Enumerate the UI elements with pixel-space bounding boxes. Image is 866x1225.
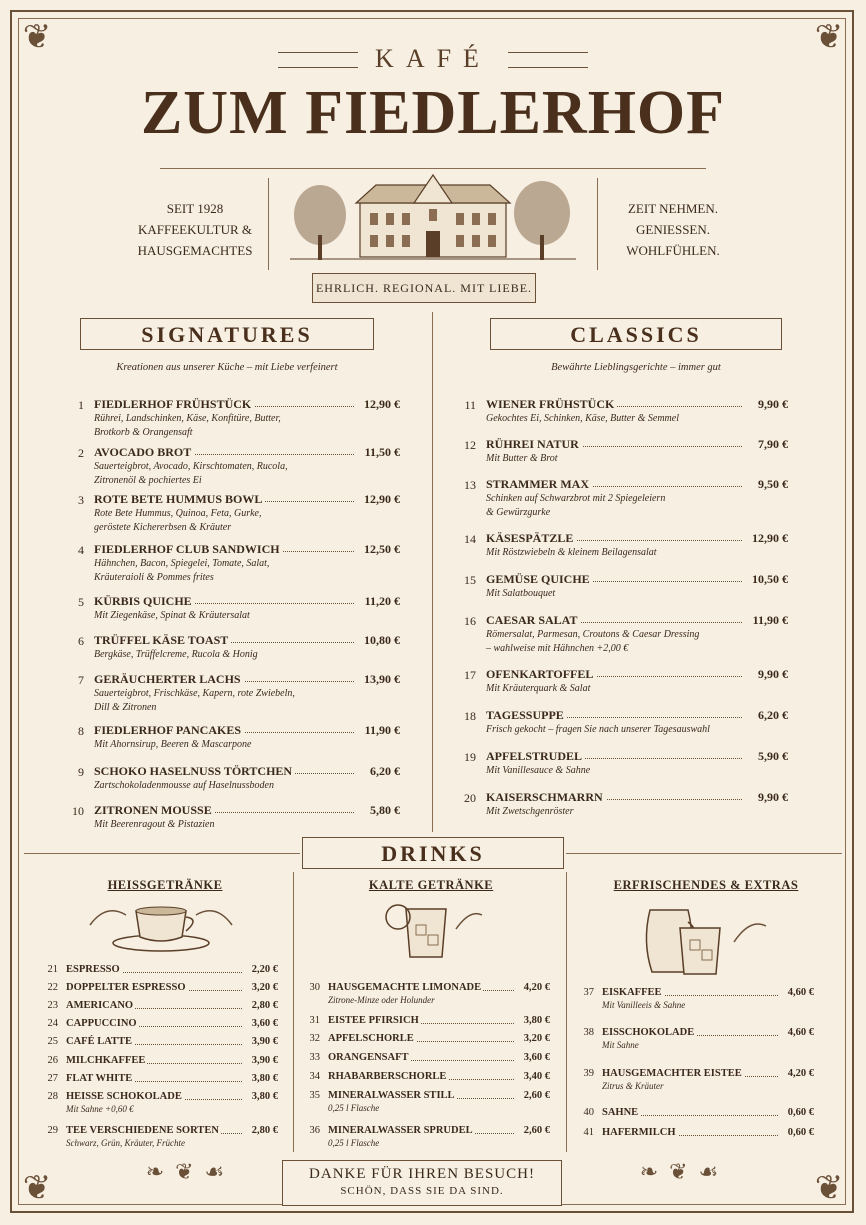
- item-description: 0,25 l Flasche: [328, 1103, 380, 1113]
- item-number: 20: [464, 791, 476, 805]
- header-right-line: WOHLFÜHLEN.: [626, 243, 720, 258]
- item-description-line: Mit Röstzwiebeln & kleinem Beilagensalat: [486, 547, 657, 558]
- item-description-line: Dill & Zitronen: [94, 702, 157, 713]
- item-price: 2,80 €: [251, 1000, 278, 1011]
- item-number: 18: [464, 709, 476, 723]
- drinks-divider-2: [566, 872, 567, 1152]
- item-name: RÜHREI NATUR: [486, 437, 582, 452]
- item-price: 11,90 €: [750, 613, 788, 628]
- item-description-line: Sauerteigbrot, Avocado, Kirschtomaten, Rucola,: [94, 461, 288, 472]
- item-name: AMERICANO: [66, 1000, 134, 1011]
- item-name: DOPPELTER ESPRESSO: [66, 982, 186, 993]
- item-description-line: Frisch gekocht – fragen Sie nach unserer Tagesauswahl: [486, 724, 710, 735]
- header-left-line: KAFFEEKULTUR &: [137, 222, 252, 237]
- item-price: 4,20 €: [523, 982, 550, 993]
- item-name: APFELSCHORLE: [328, 1033, 414, 1044]
- item-number: 10: [72, 804, 84, 818]
- footer-box: [282, 1160, 562, 1206]
- item-description: 0,25 l Flasche: [328, 1138, 380, 1148]
- coffee-cup-icon: [86, 895, 236, 957]
- menu-item: [458, 613, 788, 653]
- menu-item: [458, 437, 788, 477]
- item-price: 3,40 €: [523, 1071, 550, 1082]
- item-number: 25: [47, 1036, 58, 1047]
- item-description-line: Hähnchen, Bacon, Spiegelei, Tomate, Salat,: [94, 558, 270, 569]
- item-description-line: Mit Zwetschgenröster: [486, 806, 574, 817]
- item-description-line: Zartschokoladenmousse auf Haselnussboden: [94, 780, 274, 791]
- item-name: SCHOKO HASELNUSS TÖRTCHEN: [94, 764, 295, 779]
- column-divider: [432, 312, 433, 832]
- header-left-line: HAUSGEMACHTES: [137, 243, 253, 258]
- item-price: 12,50 €: [361, 542, 400, 557]
- menu-item: [458, 531, 788, 571]
- header-left-line: SEIT 1928: [166, 201, 224, 216]
- drink-item: [580, 1068, 814, 1094]
- item-description-line: Mit Ziegenkäse, Spinat & Kräutersalat: [94, 610, 250, 621]
- item-price: 3,80 €: [523, 1015, 550, 1026]
- item-description-line: Bergkäse, Trüffelcreme, Rucola & Honig: [94, 649, 258, 660]
- item-description: [486, 412, 679, 426]
- item-description-line: geröstete Kichererbsen & Kräuter: [94, 522, 232, 533]
- item-description: [94, 557, 269, 585]
- item-name: HEISSE SCHOKOLADE: [66, 1091, 182, 1102]
- item-description: Mit Sahne: [602, 1040, 639, 1050]
- corner-ornament-icon: ❦: [814, 17, 844, 57]
- item-price: 9,90 €: [755, 397, 788, 412]
- item-price: 11,20 €: [362, 594, 400, 609]
- item-description: [486, 492, 665, 520]
- item-name: KÜRBIS QUICHE: [94, 594, 195, 609]
- header-right-text: [598, 198, 748, 261]
- item-description: [94, 507, 261, 535]
- corner-ornament-icon: ❦: [22, 17, 52, 57]
- item-name: CAFÉ LATTE: [66, 1036, 133, 1047]
- item-number: 26: [47, 1055, 58, 1066]
- item-name: KÄSESPÄTZLE: [486, 531, 576, 546]
- item-number: 19: [464, 750, 476, 764]
- item-description: [486, 805, 574, 819]
- item-price: 11,90 €: [362, 723, 400, 738]
- menu-item: [66, 542, 400, 582]
- item-description: [486, 764, 590, 778]
- item-number: 7: [78, 673, 84, 687]
- drink-item: [306, 1125, 550, 1151]
- item-description-line: Mit Vanillesauce & Sahne: [486, 765, 591, 776]
- footer-thanks: DANKE FÜR IHREN BESUCH!: [309, 1166, 535, 1182]
- item-number: 4: [78, 543, 84, 557]
- item-number: 17: [464, 668, 476, 682]
- item-description-line: Mit Beerenragout & Pistazien: [94, 819, 215, 830]
- item-price: 0,60 €: [787, 1127, 814, 1138]
- menu-item: [66, 633, 400, 673]
- item-name: GERÄUCHERTER LACHS: [94, 672, 244, 687]
- item-price: 2,60 €: [523, 1125, 550, 1136]
- item-name: STRAMMER MAX: [486, 477, 592, 492]
- item-number: 35: [309, 1090, 320, 1101]
- item-name: EISSCHOKOLADE: [602, 1027, 695, 1038]
- menu-item: [458, 397, 788, 437]
- item-name: MILCHKAFFEE: [66, 1055, 146, 1066]
- item-price: 3,90 €: [251, 1036, 278, 1047]
- drink-item: [306, 1090, 550, 1116]
- item-name: ESPRESSO: [66, 964, 120, 975]
- menu-item: [66, 672, 400, 712]
- drinks-rule-left: [24, 853, 300, 854]
- hot-drinks-heading: HEISSGETRÄNKE: [107, 878, 223, 892]
- item-description-line: Mit Butter & Brot: [486, 453, 558, 464]
- item-name: RHABARBERSCHORLE: [328, 1071, 447, 1082]
- item-description: Mit Vanilleeis & Sahne: [602, 1000, 686, 1010]
- header-left-text: [120, 198, 270, 261]
- item-name: FLAT WHITE: [66, 1073, 133, 1084]
- item-name: FIEDLERHOF CLUB SANDWICH: [94, 542, 283, 557]
- item-name: MINERALWASSER STILL: [328, 1090, 455, 1101]
- iced-drinks-icon: [630, 902, 770, 976]
- item-number: 13: [464, 478, 476, 492]
- corner-ornament-icon: ❦: [22, 1168, 52, 1208]
- item-number: 16: [464, 614, 476, 628]
- header-right-line: ZEIT NEHMEN.: [627, 201, 719, 216]
- item-price: 11,50 €: [362, 445, 400, 460]
- item-description-line: Sauerteigbrot, Frischkäse, Kapern, rote Zwiebeln,: [94, 688, 295, 699]
- item-name: FIEDLERHOF PANCAKES: [94, 723, 244, 738]
- item-price: 4,20 €: [787, 1068, 814, 1079]
- item-name: ORANGENSAFT: [328, 1052, 409, 1063]
- item-number: 29: [47, 1125, 58, 1136]
- item-name: APFELSTRUDEL: [486, 749, 585, 764]
- item-price: 6,20 €: [367, 764, 400, 779]
- extras-heading: ERFRISCHENDES & EXTRAS: [613, 878, 799, 892]
- footer-subline: SCHÖN, DASS SIE DA SIND.: [340, 1185, 504, 1197]
- item-price: 3,20 €: [251, 982, 278, 993]
- item-description: [486, 723, 710, 737]
- signatures-subtitle: Kreationen aus unserer Küche – mit Liebe verfeinert: [116, 362, 338, 373]
- drink-item: [44, 1091, 278, 1117]
- item-description-line: Schinken auf Schwarzbrot mit 2 Spiegeleiern: [486, 493, 666, 504]
- menu-item: [458, 572, 788, 612]
- menu-item: [66, 397, 400, 437]
- item-number: 21: [47, 964, 58, 975]
- item-price: 12,90 €: [361, 397, 400, 412]
- item-description: [94, 412, 281, 440]
- item-number: 40: [583, 1107, 594, 1118]
- item-price: 10,80 €: [361, 633, 400, 648]
- item-price: 3,60 €: [251, 1018, 278, 1029]
- item-name: HAUSGEMACHTER EISTEE: [602, 1068, 742, 1079]
- item-description-line: Mit Kräuterquark & Salat: [486, 683, 591, 694]
- item-price: 5,80 €: [367, 803, 400, 818]
- item-number: 6: [78, 634, 84, 648]
- item-description: Mit Sahne +0,60 €: [66, 1104, 134, 1114]
- item-number: 28: [47, 1091, 58, 1102]
- classics-subtitle: Bewährte Lieblingsgerichte – immer gut: [551, 362, 721, 373]
- item-number: 36: [309, 1125, 320, 1136]
- menu-item: [458, 708, 788, 748]
- header-pillar-left: [268, 178, 269, 270]
- item-price: 3,20 €: [523, 1033, 550, 1044]
- menu-item: [458, 790, 788, 830]
- item-price: 2,60 €: [523, 1090, 550, 1101]
- item-number: 38: [583, 1027, 594, 1038]
- item-price: 0,60 €: [787, 1107, 814, 1118]
- item-number: 15: [464, 573, 476, 587]
- item-price: 6,20 €: [755, 708, 788, 723]
- item-number: 2: [78, 446, 84, 460]
- item-name: ZITRONEN MOUSSE: [94, 803, 215, 818]
- item-number: 37: [583, 987, 594, 998]
- item-number: 22: [47, 982, 58, 993]
- building-illustration: [290, 165, 576, 270]
- item-number: 39: [583, 1068, 594, 1079]
- item-description: Schwarz, Grün, Kräuter, Früchte: [66, 1138, 185, 1148]
- header-right-line: GENIESSEN.: [635, 222, 711, 237]
- drink-item: [44, 1125, 278, 1151]
- menu-item: [66, 594, 400, 634]
- motto-ribbon: EHRLICH. REGIONAL. MIT LIEBE.: [312, 273, 536, 303]
- item-name: EISKAFFEE: [602, 987, 662, 998]
- drinks-heading: DRINKS: [302, 837, 564, 869]
- menu-item: [458, 667, 788, 707]
- item-name: TAGESSUPPE: [486, 708, 567, 723]
- item-description: [486, 682, 590, 696]
- drink-item: [580, 987, 814, 1013]
- item-price: 5,90 €: [755, 749, 788, 764]
- cafe-title: ZUM FIEDLERHOF: [140, 79, 726, 147]
- item-description-line: Rührei, Landschinken, Käse, Konfitüre, Butter,: [94, 413, 281, 424]
- item-number: 1: [78, 398, 84, 412]
- item-number: 8: [78, 724, 84, 738]
- item-price: 3,80 €: [251, 1073, 278, 1084]
- item-name: GEMÜSE QUICHE: [486, 572, 593, 587]
- item-number: 14: [464, 532, 476, 546]
- item-name: AVOCADO BROT: [94, 445, 194, 460]
- menu-item: [458, 477, 788, 517]
- classics-heading: CLASSICS: [490, 318, 782, 350]
- menu-item: [458, 749, 788, 789]
- item-number: 30: [309, 982, 320, 993]
- item-name: EISTEE PFIRSICH: [328, 1015, 419, 1026]
- item-description: Zitrone-Minze oder Holunder: [328, 995, 435, 1005]
- lemonade-glass-icon: [370, 895, 490, 963]
- header-pillar-right: [597, 178, 598, 270]
- item-description: [94, 609, 250, 623]
- sprig-ornament-icon: ❧ ❦ ☙: [145, 1160, 227, 1185]
- item-description: [486, 546, 657, 560]
- item-name: MINERALWASSER SPRUDEL: [328, 1125, 473, 1136]
- item-price: 3,90 €: [251, 1055, 278, 1066]
- menu-item: [66, 723, 400, 763]
- item-name: WIENER FRÜHSTÜCK: [486, 397, 617, 412]
- drink-item: [580, 1127, 814, 1153]
- item-description: [94, 687, 295, 715]
- item-description: [486, 452, 558, 466]
- item-price: 10,50 €: [749, 572, 788, 587]
- item-name: CAPPUCCINO: [66, 1018, 137, 1029]
- item-price: 2,20 €: [251, 964, 278, 975]
- menu-item: [66, 764, 400, 804]
- item-name: OFENKARTOFFEL: [486, 667, 596, 682]
- corner-ornament-icon: ❦: [814, 1168, 844, 1208]
- item-price: 12,90 €: [361, 492, 400, 507]
- item-number: 9: [78, 765, 84, 779]
- item-name: TRÜFFEL KÄSE TOAST: [94, 633, 231, 648]
- item-name: SAHNE: [602, 1107, 639, 1118]
- item-description-line: Gekochtes Ei, Schinken, Käse, Butter & Semmel: [486, 413, 679, 424]
- item-description-line: Mit Salatbouquet: [486, 588, 556, 599]
- item-number: 34: [309, 1071, 320, 1082]
- item-price: 4,60 €: [787, 987, 814, 998]
- item-number: 5: [78, 595, 84, 609]
- item-number: 23: [47, 1000, 58, 1011]
- item-number: 33: [309, 1052, 320, 1063]
- item-description: [94, 818, 214, 832]
- item-description-line: Zitronenöl & pochiertes Ei: [94, 475, 202, 486]
- item-price: 4,60 €: [787, 1027, 814, 1038]
- item-name: HAFERMILCH: [602, 1127, 676, 1138]
- menu-item: [66, 492, 400, 532]
- drinks-divider-1: [293, 872, 294, 1152]
- item-name: TEE VERSCHIEDENE SORTEN: [66, 1125, 219, 1136]
- item-description-line: Kräuteraioli & Pommes frites: [94, 572, 214, 583]
- item-description-line: & Gewürzgurke: [486, 507, 551, 518]
- item-price: 13,90 €: [361, 672, 400, 687]
- item-number: 12: [464, 438, 476, 452]
- item-description: [94, 779, 274, 793]
- item-description: [486, 628, 699, 656]
- item-description: [94, 648, 258, 662]
- item-description: [94, 460, 288, 488]
- item-number: 24: [47, 1018, 58, 1029]
- item-number: 41: [583, 1127, 594, 1138]
- item-description: [486, 587, 555, 601]
- item-price: 3,80 €: [251, 1091, 278, 1102]
- item-description: [94, 738, 251, 752]
- item-price: 12,90 €: [749, 531, 788, 546]
- item-price: 7,90 €: [755, 437, 788, 452]
- item-name: KAISERSCHMARRN: [486, 790, 606, 805]
- drink-item: [580, 1027, 814, 1053]
- item-description-line: Römersalat, Parmesan, Croutons & Caesar Dressing: [486, 629, 700, 640]
- item-description-line: Brotkorb & Orangensaft: [94, 427, 193, 438]
- item-description-line: – wahlweise mit Hähnchen +2,00 €: [486, 643, 629, 654]
- item-number: 31: [309, 1015, 320, 1026]
- item-number: 11: [464, 398, 476, 412]
- item-number: 27: [47, 1073, 58, 1084]
- kafe-label: KAFÉ: [375, 44, 491, 73]
- signatures-heading: SIGNATURES: [80, 318, 374, 350]
- item-name: HAUSGEMACHTE LIMONADE: [328, 982, 482, 993]
- item-price: 9,90 €: [755, 667, 788, 682]
- item-description-line: Rote Bete Hummus, Quinoa, Feta, Gurke,: [94, 508, 262, 519]
- drinks-rule-right: [566, 853, 842, 854]
- item-name: FIEDLERHOF FRÜHSTÜCK: [94, 397, 254, 412]
- item-number: 32: [309, 1033, 320, 1044]
- item-price: 9,90 €: [755, 790, 788, 805]
- item-price: 3,60 €: [523, 1052, 550, 1063]
- drink-item: [306, 982, 550, 1008]
- item-description: Zitrus & Kräuter: [602, 1081, 664, 1091]
- cold-drinks-heading: KALTE GETRÄNKE: [368, 878, 494, 892]
- item-price: 9,50 €: [755, 477, 788, 492]
- menu-item: [66, 445, 400, 485]
- item-number: 3: [78, 493, 84, 507]
- sprig-ornament-icon: ❧ ❦ ☙: [639, 1160, 721, 1185]
- item-name: ROTE BETE HUMMUS BOWL: [94, 492, 265, 507]
- item-price: 2,80 €: [251, 1125, 278, 1136]
- item-name: CAESAR SALAT: [486, 613, 580, 628]
- item-description-line: Mit Ahornsirup, Beeren & Mascarpone: [94, 739, 252, 750]
